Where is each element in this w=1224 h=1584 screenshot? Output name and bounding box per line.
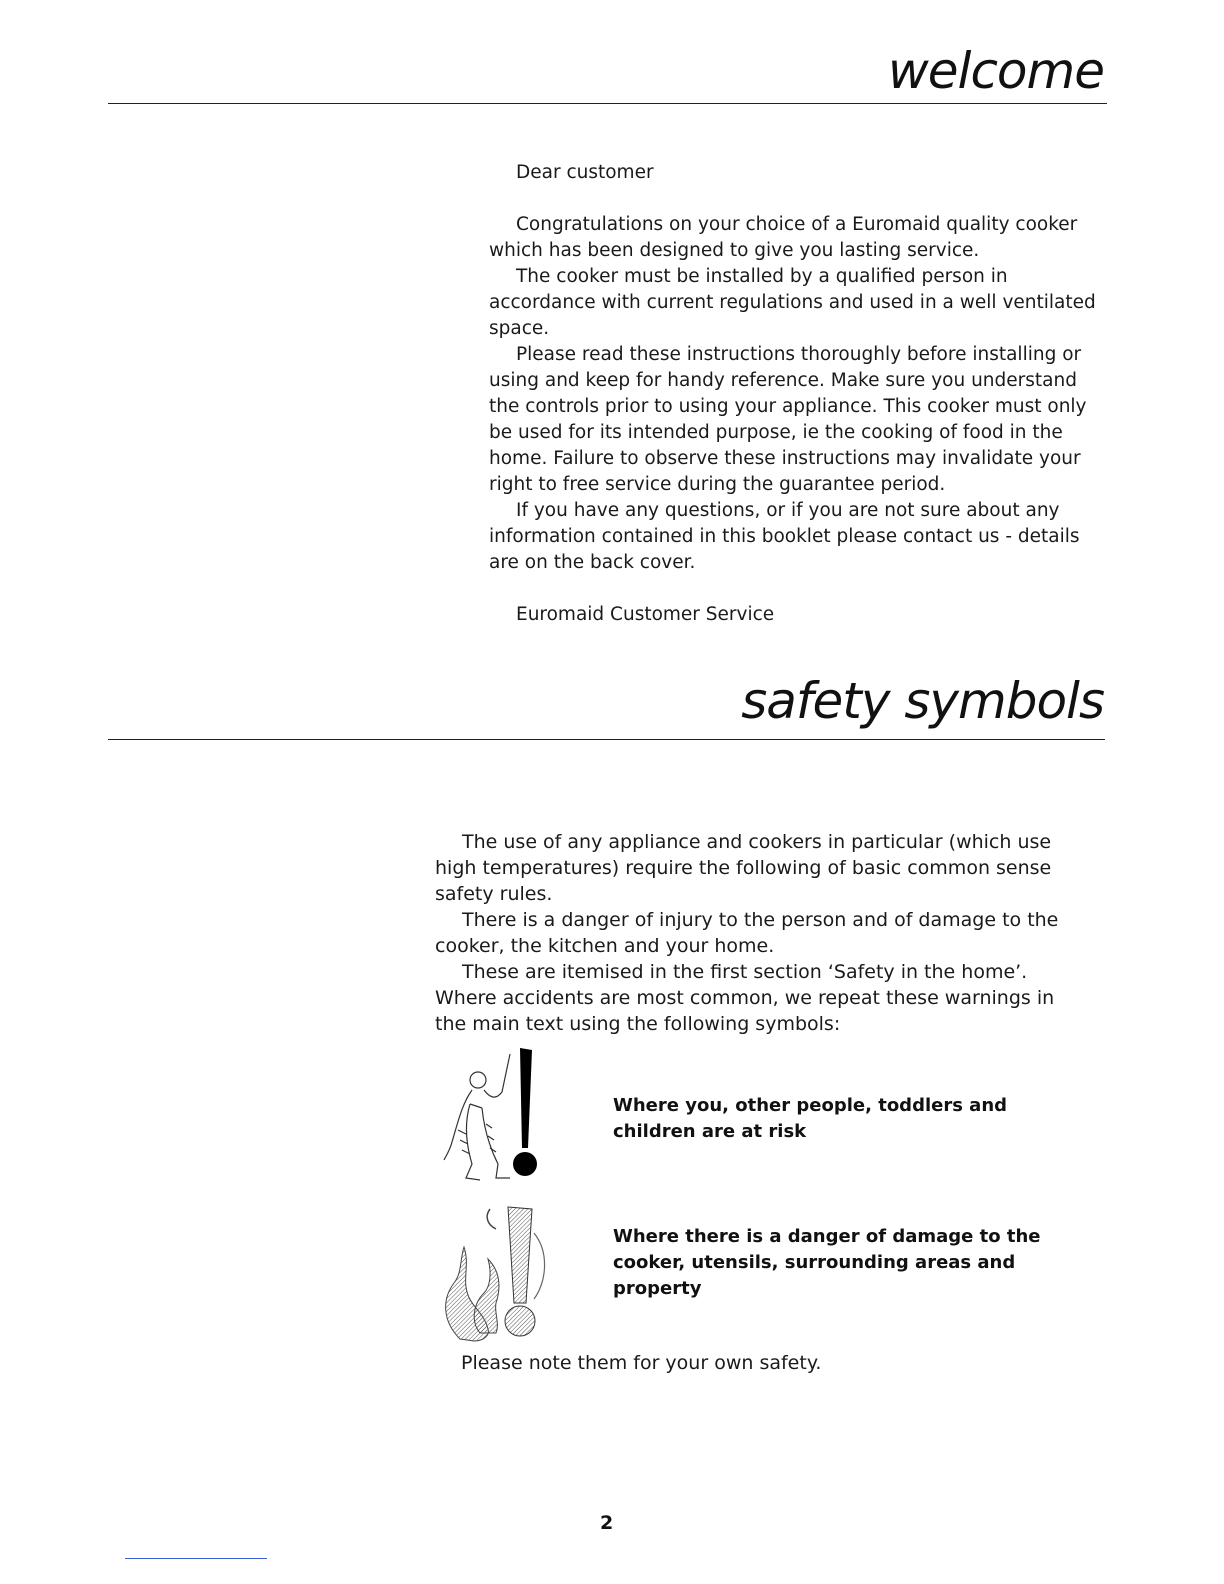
greeting: Dear customer [516,162,654,183]
person-warning-icon [440,1044,550,1184]
symbol-row-property-damage [440,1203,1100,1343]
welcome-paragraph: The cooker must be installed by a qualified person in accordance with current regulations and used in a well ventilated space. [489,266,1096,339]
page-number: 2 [600,1512,614,1534]
flame-warning-icon [440,1203,550,1343]
safety-paragraph: These are itemised in the first section ‘Safety in the home’. Where accidents are most common, we repeat these warnings in the main text using the following symbols: [435,961,1055,1035]
welcome-paragraph: If you have any questions, or if you are not sure about any information contained in this booklet please contact us - details are on the back cover. [489,500,1080,573]
welcome-letter [489,160,1107,628]
symbol-row-person-risk [440,1044,1100,1184]
safety-symbols-heading: safety symbols [741,672,1104,730]
welcome-paragraph: Please read these instructions thoroughly before installing or using and keep for handy reference. Make sure you understand the controls prior to using your appliance. This cooker must only be used for its intended purpose, ie the cooking of food in the home. Failure to observe these instructions may invalidate your right to free service during the guarantee period. [489,344,1087,495]
safety-paragraph: There is a danger of injury to the person and of damage to the cooker, the kitchen and your home. [435,909,1059,957]
symbol-description: Where you, other people, toddlers and children are at risk [613,1095,1008,1142]
welcome-paragraph: Congratulations on your choice of a Euromaid quality cooker which has been designed to give you lasting service. [489,214,1078,261]
footer-link-underline[interactable] [125,1558,267,1559]
welcome-heading: welcome [887,42,1104,100]
safety-divider [108,739,1105,740]
safety-note: Please note them for your own safety. [461,1352,822,1374]
signoff: Euromaid Customer Service [516,604,775,625]
safety-paragraph: The use of any appliance and cookers in particular (which use high temperatures) require the following of basic common sense safety rules. [435,831,1052,905]
symbol-description: Where there is a danger of damage to the cooker, utensils, surrounding areas and property [613,1226,1041,1299]
welcome-divider [108,103,1107,104]
safety-intro [435,829,1085,1037]
